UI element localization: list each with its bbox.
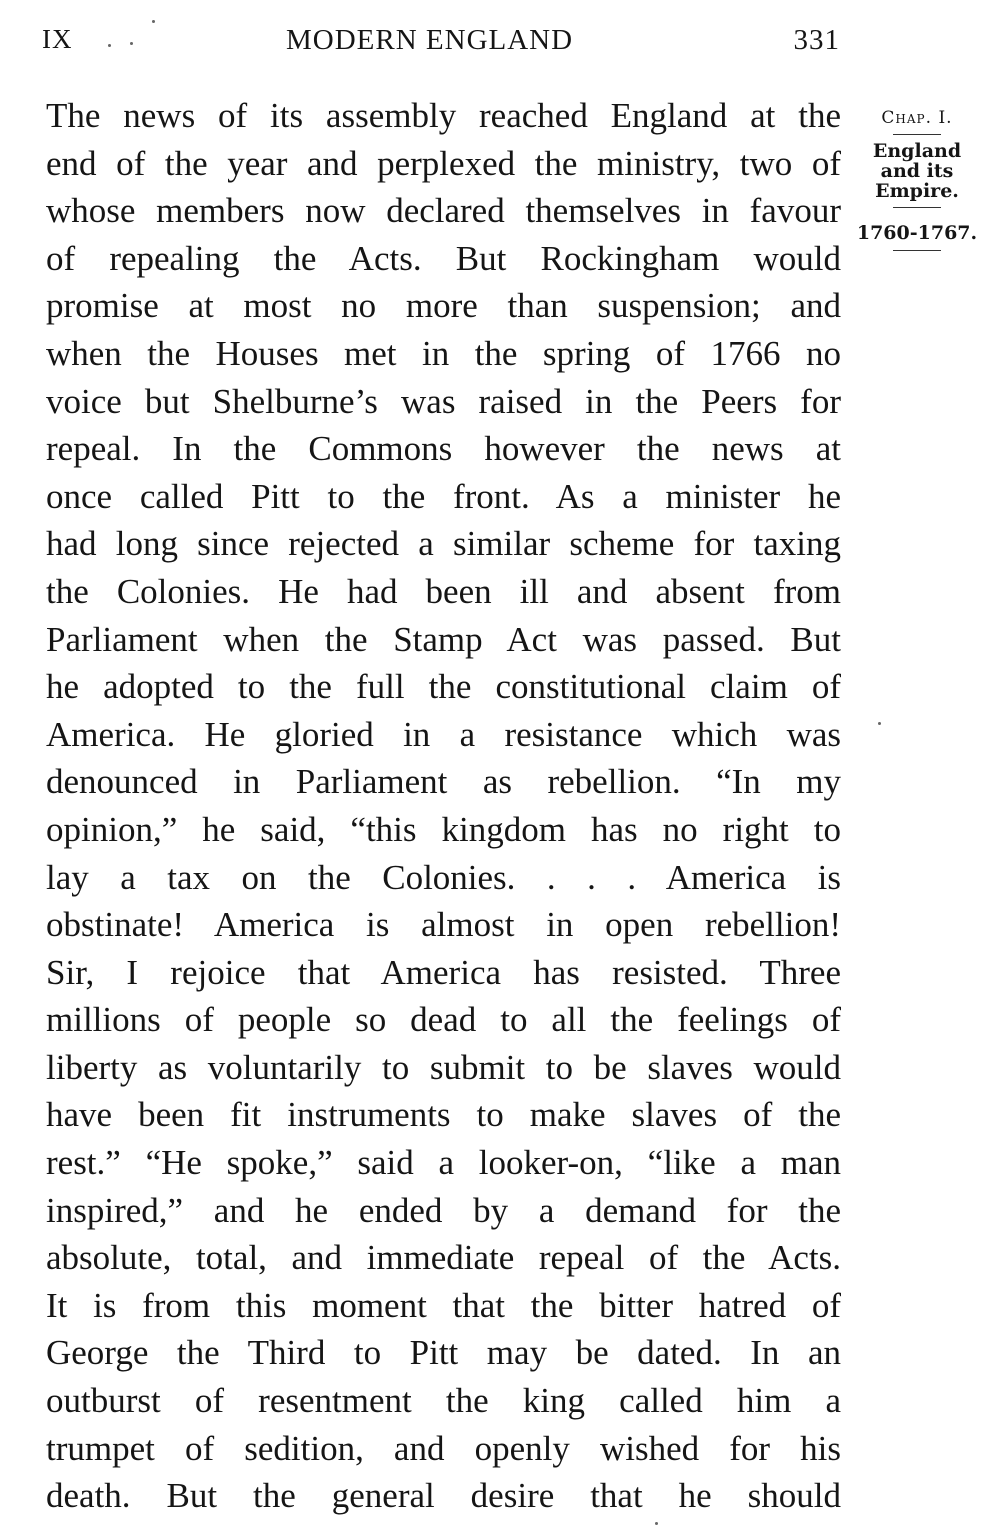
text-line: the Colonies. He had been ill and absent from [46, 571, 841, 611]
text-line: outburst of resentment the king called him a [46, 1381, 841, 1421]
text-line: had long since rejected a similar scheme for taxing [46, 524, 841, 564]
print-speck [130, 42, 133, 45]
text-line: Sir, I rejoice that America has resisted. Three [46, 952, 841, 992]
text-line: denounced in Parliament as rebellion. “In my [46, 762, 841, 802]
text-line: repeal. In the Commons however the news at [46, 429, 841, 469]
page-number: 331 [793, 24, 840, 56]
text-line: whose members now declared themselves in favour [46, 191, 841, 231]
margin-divider [893, 134, 941, 135]
chapter-number: IX [42, 24, 73, 54]
margin-years: 1760-1767. [856, 222, 978, 244]
print-speck [108, 44, 111, 47]
text-line: promise at most no more than suspension; and [46, 286, 841, 326]
body-text [46, 92, 841, 1520]
text-line: when the Houses met in the spring of 1766 no [46, 333, 841, 373]
text-line: opinion,” he said, “this kingdom has no right to [46, 809, 841, 849]
text-line: lay a tax on the Colonies. . . . America is [46, 857, 841, 897]
text-line: once called Pitt to the front. As a minister he [46, 476, 841, 516]
margin-divider [893, 207, 941, 208]
text-line: millions of people so dead to all the feelings of [46, 1000, 841, 1040]
text-line: It is from this moment that the bitter hatred of [46, 1285, 841, 1325]
running-title: MODERN ENGLAND [286, 24, 574, 56]
text-line: liberty as voluntarily to submit to be slaves would [46, 1047, 841, 1087]
margin-subject-line: England [872, 140, 962, 162]
margin-subject-line: Empire. [875, 180, 959, 202]
text-line: rest.” “He spoke,” said a looker-on, “like a man [46, 1143, 841, 1183]
text-line: Parliament when the Stamp Act was passed. But [46, 619, 841, 659]
print-speck [152, 20, 155, 23]
margin-subject-line: and its [880, 160, 954, 182]
margin-notes [852, 108, 982, 257]
text-line: have been fit instruments to make slaves of the [46, 1095, 841, 1135]
text-line: end of the year and perplexed the ministry, two of [46, 143, 841, 183]
text-line: obstinate! America is almost in open rebellion! [46, 905, 841, 945]
margin-divider [893, 250, 941, 251]
page-header [40, 24, 840, 60]
text-line: trumpet of sedition, and openly wished for his [46, 1428, 841, 1468]
text-line: America. He gloried in a resistance which was [46, 714, 841, 754]
text-line: absolute, total, and immediate repeal of the Acts. [46, 1238, 841, 1278]
text-line: inspired,” and he ended by a demand for the [46, 1190, 841, 1230]
text-line: George the Third to Pitt may be dated. In an [46, 1333, 841, 1373]
text-line: voice but Shelburne’s was raised in the Peers for [46, 381, 841, 421]
text-line: of repealing the Acts. But Rockingham would [46, 238, 841, 278]
text-line: The news of its assembly reached England at the [46, 96, 841, 135]
print-speck [655, 1522, 658, 1525]
print-speck [878, 722, 881, 725]
margin-chapter: Chap. I. [881, 108, 953, 128]
text-line: he adopted to the full the constitutional claim of [46, 667, 841, 707]
text-line: death. But the general desire that he should [46, 1476, 841, 1516]
